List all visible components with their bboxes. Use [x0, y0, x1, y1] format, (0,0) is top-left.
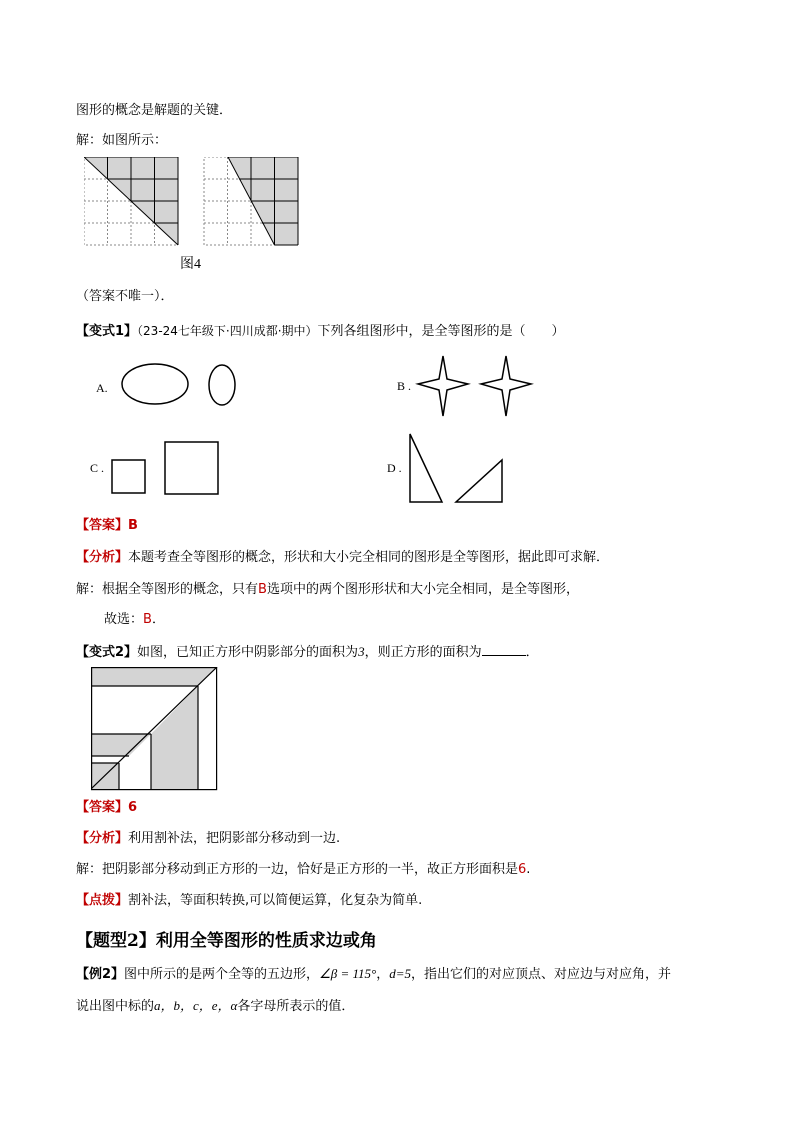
variant2-solution-end: . — [526, 862, 531, 877]
example2-text-a: 图中所示的是两个全等的五边形， — [124, 967, 320, 982]
variant2-square-figure — [91, 667, 219, 791]
variant2-solution-text: 解：把阴影部分移动到正方形的一边，恰好是正方形的一半，故正方形面积是 — [76, 862, 519, 877]
grid-right — [204, 157, 298, 245]
star-left — [418, 356, 468, 416]
example2-text-b: ， — [376, 967, 390, 982]
variant2-question-number: 3 — [358, 644, 365, 659]
top-line: 图形的概念是解题的关键． — [76, 103, 233, 118]
option-b-label: B . — [397, 379, 412, 393]
variant2-solution-value: 6 — [518, 862, 527, 877]
variant2-tip — [76, 892, 422, 910]
option-a-label: A. — [96, 381, 108, 395]
variant1-choose-letter: B — [143, 612, 152, 627]
square-large — [165, 442, 218, 494]
grid-left — [84, 157, 178, 245]
variant1-answer-value: B — [128, 518, 138, 533]
ellipse-large — [122, 364, 188, 404]
section-heading: 【题型2】利用全等图形的性质求边或角 — [76, 931, 377, 951]
variant1-solution-text-c: 选项中的两个图形形状和大小完全相同，是全等图形， — [266, 582, 579, 597]
triangle-wide — [456, 460, 502, 502]
ellipse-small — [209, 365, 235, 405]
figure-4-caption: 图4 — [180, 257, 201, 272]
example2-line2-b: 各字母所表示的值． — [237, 999, 355, 1014]
variant1-analysis — [76, 549, 609, 567]
variant2-question-c: ，则正方形的面积为 — [364, 645, 482, 660]
square-small — [112, 460, 145, 493]
example2-d-value: d=5 — [389, 966, 411, 981]
option-b-figure — [414, 354, 536, 418]
example2-variables: a，b，c，e，α — [154, 998, 238, 1013]
option-d-label: D . — [387, 461, 402, 475]
variant2-question — [76, 643, 539, 662]
variant2-solution — [76, 861, 530, 879]
answer-note: （答案不唯一）． — [76, 289, 174, 304]
variant2-answer-value: 6 — [128, 800, 138, 815]
example2-line2 — [76, 997, 354, 1016]
option-c-label: C . — [90, 461, 105, 475]
variant2-question-a: 如图，已知正方形中阴影部分的面积为 — [137, 645, 359, 660]
variant1-question — [76, 322, 565, 341]
variant2-analysis-tag: 【分析】 — [76, 831, 129, 846]
example2-text-c: ，指出它们的对应顶点、对应边与对应角，并 — [411, 967, 672, 982]
variant1-solution-letter: B — [258, 582, 267, 597]
variant1-tag: 【变式1】 — [76, 324, 138, 339]
variant2-tip-tag: 【点拨】 — [76, 893, 129, 908]
variant1-solution — [76, 581, 579, 599]
triangle-tall — [410, 434, 442, 502]
variant1-answer — [76, 517, 138, 535]
answer-blank — [482, 643, 526, 656]
variant2-answer — [76, 799, 137, 817]
variant1-analysis-text: 本题考查全等图形的概念，形状和大小完全相同的图形是全等图形，据此即可求解． — [128, 550, 610, 565]
variant2-question-end: ． — [525, 645, 539, 660]
variant2-tip-text: 割补法，等面积转换,可以简便运算，化复杂为简单. — [128, 893, 423, 908]
figure-4-grids — [84, 157, 300, 249]
variant1-source: （23-24七年级下·四川成都·期中） — [137, 324, 318, 338]
option-a-figure — [120, 362, 240, 410]
star-right — [481, 356, 531, 416]
variant1-question-text: 下列各组图形中，是全等图形的是（ ） — [317, 324, 565, 339]
variant1-choose-end: ． — [151, 612, 165, 627]
variant1-solution-text-a: 解：根据全等图形的概念，只有 — [76, 582, 259, 597]
option-d-figure — [404, 430, 508, 506]
option-c-figure — [108, 438, 224, 498]
example2-line2-a: 说出图中标的 — [76, 999, 155, 1014]
variant1-choose-text: 故选： — [104, 612, 144, 627]
variant1-choose — [104, 611, 165, 629]
solution1-label: 解：如图所示： — [76, 133, 168, 148]
variant1-answer-tag: 【答案】 — [76, 518, 129, 533]
variant2-tag: 【变式2】 — [76, 645, 138, 660]
example2-tag: 【例2】 — [76, 967, 125, 982]
variant2-analysis-text: 利用割补法，把阴影部分移动到一边. — [128, 831, 341, 846]
variant2-answer-tag: 【答案】 — [76, 800, 129, 815]
example2-angle: ∠β = 115° — [319, 966, 377, 981]
variant1-analysis-tag: 【分析】 — [76, 550, 129, 565]
example2-line1 — [76, 965, 671, 984]
variant2-analysis — [76, 830, 340, 848]
